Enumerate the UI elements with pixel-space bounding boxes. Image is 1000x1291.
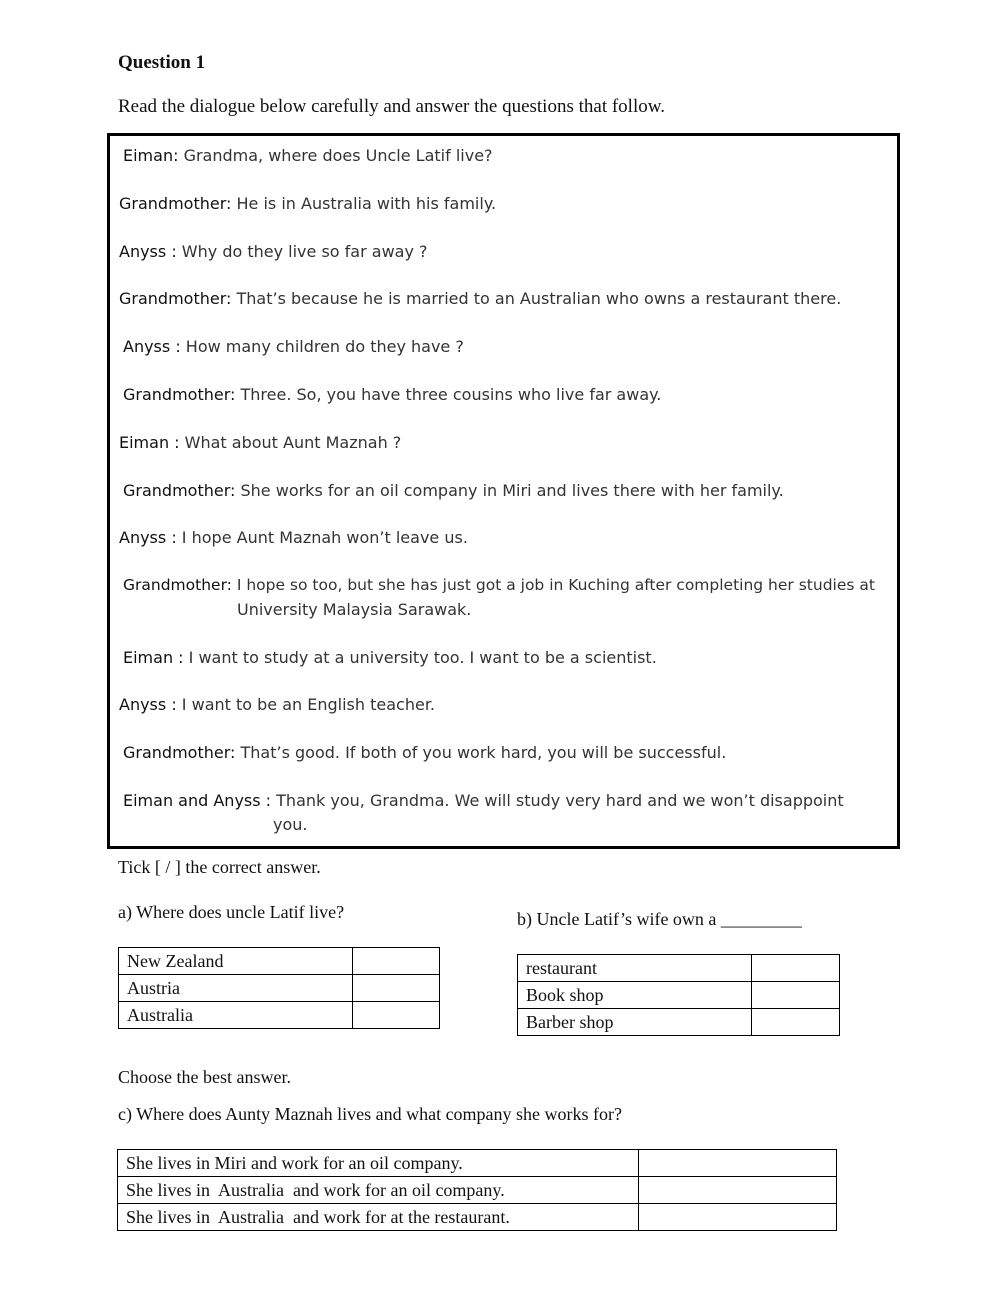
choose-instruction: Choose the best answer. [118,1067,291,1087]
question-c-prompt: c) Where does Aunty Maznah lives and what company she works for? [118,1104,623,1124]
speaker-name: Anyss [123,337,171,356]
speaker-name: Grandmother [123,385,231,404]
table-row [119,948,440,975]
tick-box[interactable] [752,1009,840,1036]
dialogue-line: Eiman : I want to study at a university too. I want to be a scientist. [123,648,657,667]
speech-continuation: you. [273,815,308,834]
option-label: She lives in Miri and work for an oil company. [118,1150,639,1177]
tick-box[interactable] [353,948,440,975]
speech-text: I want to study at a university too. I want to be a scientist. [188,648,657,667]
option-label: Austria [119,975,353,1002]
question-b-table [517,954,840,1036]
table-row [118,1150,837,1177]
speaker-name: Grandmother [123,481,231,500]
tick-box[interactable] [639,1204,837,1231]
question-c-table [117,1149,837,1231]
speaker-name: Grandmother [123,743,231,762]
speaker-name: Eiman and Anyss [123,791,261,810]
speech-text: I hope Aunt Maznah won’t leave us. [181,528,468,547]
speaker-name: Eiman [123,146,174,165]
speaker-name: Grandmother [119,289,227,308]
dialogue-line: Grandmother: I hope so too, but she has just got a job in Kuching after completing her studies at [123,576,875,594]
tick-box[interactable] [639,1177,837,1204]
speech-text: How many children do they have ? [185,337,464,356]
speech-text: I want to be an English teacher. [181,695,436,714]
speech-text: Why do they live so far away ? [181,242,428,261]
speech-text: She works for an oil company in Miri and lives there with her family. [240,481,784,500]
instruction-text: Read the dialogue below carefully and answer the questions that follow. [118,96,665,117]
speech-text: That’s because he is married to an Australian who owns a restaurant there. [236,289,842,308]
speech-text: What about Aunt Maznah ? [184,433,402,452]
tick-instruction: Tick [ / ] the correct answer. [118,857,321,877]
table-row [518,982,840,1009]
tick-box[interactable] [353,1002,440,1029]
dialogue-line: Grandmother: Three. So, you have three cousins who live far away. [123,385,662,404]
speaker-name: Grandmother [123,576,227,594]
dialogue-line: Eiman: Grandma, where does Uncle Latif live? [123,146,493,165]
dialogue-line: Eiman : What about Aunt Maznah ? [119,433,402,452]
dialogue-line: Anyss : I hope Aunt Maznah won’t leave us. [119,528,468,547]
tick-box[interactable] [353,975,440,1002]
speech-text: Grandma, where does Uncle Latif live? [183,146,493,165]
question-title: Question 1 [118,52,206,73]
dialogue-line: Grandmother: That’s good. If both of you work hard, you will be successful. [123,743,727,762]
speaker-name: Anyss [119,528,167,547]
table-row [518,1009,840,1036]
option-label: Barber shop [518,1009,752,1036]
question-a-prompt: a) Where does uncle Latif live? [118,902,345,922]
option-label: New Zealand [119,948,353,975]
speech-text: Three. So, you have three cousins who live far away. [240,385,662,404]
dialogue-box [107,133,900,849]
table-row [518,955,840,982]
speech-text: Thank you, Grandma. We will study very hard and we won’t disappoint [276,791,844,810]
speaker-name: Anyss [119,242,167,261]
option-label: Book shop [518,982,752,1009]
dialogue-line: Anyss : Why do they live so far away ? [119,242,428,261]
tick-box[interactable] [752,955,840,982]
option-label: Australia [119,1002,353,1029]
option-label: She lives in Australia and work for at the restaurant. [118,1204,639,1231]
speaker-name: Eiman [119,433,170,452]
speaker-name: Anyss [119,695,167,714]
tick-box[interactable] [639,1150,837,1177]
speech-text: That’s good. If both of you work hard, you will be successful. [240,743,727,762]
table-row [119,975,440,1002]
speaker-name: Eiman [123,648,174,667]
speech-continuation: University Malaysia Sarawak. [237,600,472,619]
dialogue-line: Eiman and Anyss : Thank you, Grandma. We will study very hard and we won’t disappoint [123,791,844,810]
option-label: restaurant [518,955,752,982]
tick-box[interactable] [752,982,840,1009]
question-b-prompt: b) Uncle Latif’s wife own a _________ [517,909,802,929]
question-a-table [118,947,440,1029]
dialogue-line: Grandmother: She works for an oil company in Miri and lives there with her family. [123,481,784,500]
option-label: She lives in Australia and work for an oil company. [118,1177,639,1204]
dialogue-line: Grandmother: That’s because he is married to an Australian who owns a restaurant there. [119,289,842,308]
dialogue-line: Anyss : How many children do they have ? [123,337,464,356]
dialogue-line: Anyss : I want to be an English teacher. [119,695,436,714]
table-row [118,1177,837,1204]
speech-text: He is in Australia with his family. [236,194,497,213]
speaker-name: Grandmother [119,194,227,213]
speech-text: I hope so too, but she has just got a job in Kuching after completing her studies at [236,576,875,594]
table-row [118,1204,837,1231]
table-row [119,1002,440,1029]
dialogue-line: Grandmother: He is in Australia with his family. [119,194,497,213]
